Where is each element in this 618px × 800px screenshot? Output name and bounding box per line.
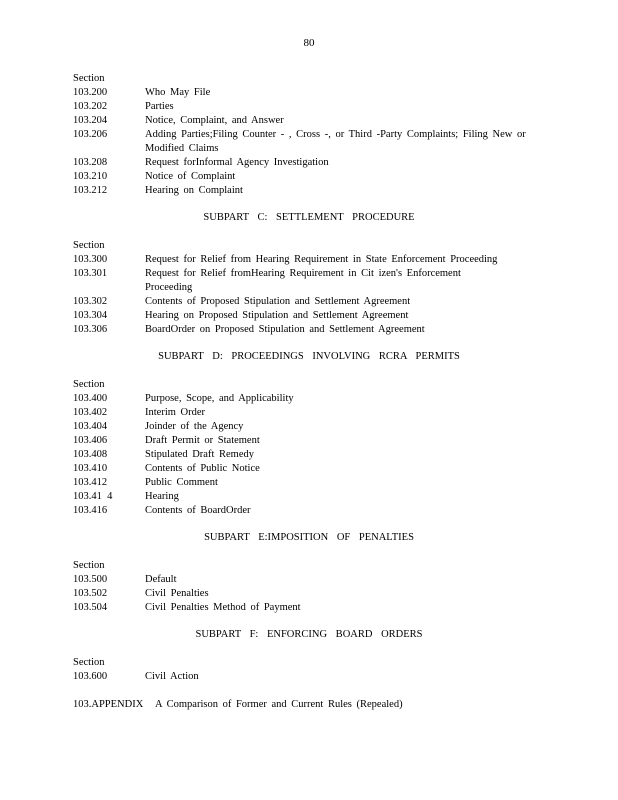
section-number: 103.41 4 (73, 491, 113, 502)
list-item (73, 504, 543, 518)
section-title: Contents of Proposed Stipulation and Settlement Agreement (145, 296, 411, 307)
appendix-number: 103.APPENDIX (73, 699, 144, 710)
section-title: Contents of BoardOrder (145, 505, 251, 516)
section-number: 103.402 (73, 407, 108, 418)
list-item (73, 573, 543, 587)
section-number: 103.212 (73, 185, 108, 196)
section-label: Section (73, 240, 105, 251)
list-item (73, 128, 543, 156)
section-number: 103.306 (73, 324, 108, 335)
section-number: 103.406 (73, 435, 108, 446)
section-title: Joinder of the Agency (145, 421, 244, 432)
section-number: 103.410 (73, 463, 108, 474)
list-item (73, 406, 543, 420)
list-item (73, 448, 543, 462)
list-item (73, 420, 543, 434)
section-title: Notice, Complaint, and Answer (145, 115, 284, 126)
section-title: Default (145, 574, 177, 585)
list-item (73, 253, 543, 267)
section-number: 103.416 (73, 505, 108, 516)
section-title: Request for Relief fromHearing Requirement in Cit izen's Enforcement Proceeding (145, 268, 461, 293)
section-number: 103.208 (73, 157, 108, 168)
list-item (73, 184, 543, 198)
list-item (73, 670, 543, 684)
section-title: Hearing (145, 491, 179, 502)
section-title: Purpose, Scope, and Applicability (145, 393, 294, 404)
subpart-c-heading: SUBPART C: SETTLEMENT PROCEDURE (203, 212, 415, 223)
section-title: Request forInformal Agency Investigation (145, 157, 329, 168)
section-group-subpart-b (73, 72, 543, 198)
section-number: 103.500 (73, 574, 108, 585)
list-item (73, 170, 543, 184)
list-item (73, 490, 543, 504)
section-title: Civil Penalties Method of Payment (145, 602, 301, 613)
subpart-f-heading: SUBPART F: ENFORCING BOARD ORDERS (195, 629, 423, 640)
list-item (73, 309, 543, 323)
section-label: Section (73, 73, 105, 84)
section-number: 103.408 (73, 449, 108, 460)
page-number: 80 (303, 37, 315, 49)
section-title: Interim Order (145, 407, 206, 418)
section-number: 103.502 (73, 588, 108, 599)
section-number: 103.206 (73, 129, 108, 140)
list-item (73, 86, 543, 100)
section-number: 103.302 (73, 296, 108, 307)
list-item (73, 392, 543, 406)
subpart-e-heading: SUBPART E:IMPOSITION OF PENALTIES (204, 532, 414, 543)
appendix-title: A Comparison of Former and Current Rules (Repealed) (155, 699, 403, 710)
section-group-subpart-c (73, 239, 543, 337)
section-label: Section (73, 560, 105, 571)
list-item (73, 601, 543, 615)
section-number: 103.204 (73, 115, 108, 126)
section-title: Public Comment (145, 477, 218, 488)
section-group-subpart-f (73, 656, 543, 684)
list-item (73, 587, 543, 601)
list-item (73, 698, 543, 712)
section-number: 103.210 (73, 171, 108, 182)
section-title: Civil Action (145, 671, 199, 682)
section-group-subpart-e (73, 559, 543, 615)
section-title: Parties (145, 101, 174, 112)
list-item (73, 323, 543, 337)
section-title: Request for Relief from Hearing Requirement in State Enforcement Proceeding (145, 254, 498, 265)
section-number: 103.200 (73, 87, 108, 98)
section-title: Adding Parties;Filing Counter - , Cross -, or Third -Party Complaints; Filing New or Modified Claims (145, 129, 526, 154)
list-item (73, 476, 543, 490)
section-number: 103.504 (73, 602, 108, 613)
section-group-subpart-d (73, 378, 543, 518)
section-number: 103.412 (73, 477, 108, 488)
section-title: Contents of Public Notice (145, 463, 260, 474)
list-item (73, 156, 543, 170)
section-title: Stipulated Draft Remedy (145, 449, 254, 460)
section-title: Draft Permit or Statement (145, 435, 260, 446)
section-number: 103.400 (73, 393, 108, 404)
section-number: 103.300 (73, 254, 108, 265)
section-title: BoardOrder on Proposed Stipulation and Settlement Agreement (145, 324, 425, 335)
section-number: 103.600 (73, 671, 108, 682)
list-item (73, 267, 543, 295)
list-item (73, 114, 543, 128)
section-title: Who May File (145, 87, 211, 98)
section-number: 103.404 (73, 421, 108, 432)
section-number: 103.202 (73, 101, 108, 112)
list-item (73, 295, 543, 309)
appendix-line (73, 698, 543, 712)
list-item (73, 434, 543, 448)
section-label: Section (73, 379, 105, 390)
list-item (73, 100, 543, 114)
section-title: Hearing on Proposed Stipulation and Settlement Agreement (145, 310, 409, 321)
section-number: 103.301 (73, 268, 108, 279)
section-title: Notice of Complaint (145, 171, 236, 182)
subpart-d-heading: SUBPART D: PROCEEDINGS INVOLVING RCRA PERMITS (158, 351, 460, 362)
section-title: Civil Penalties (145, 588, 209, 599)
section-title: Hearing on Complaint (145, 185, 243, 196)
list-item (73, 462, 543, 476)
section-number: 103.304 (73, 310, 108, 321)
section-label: Section (73, 657, 105, 668)
